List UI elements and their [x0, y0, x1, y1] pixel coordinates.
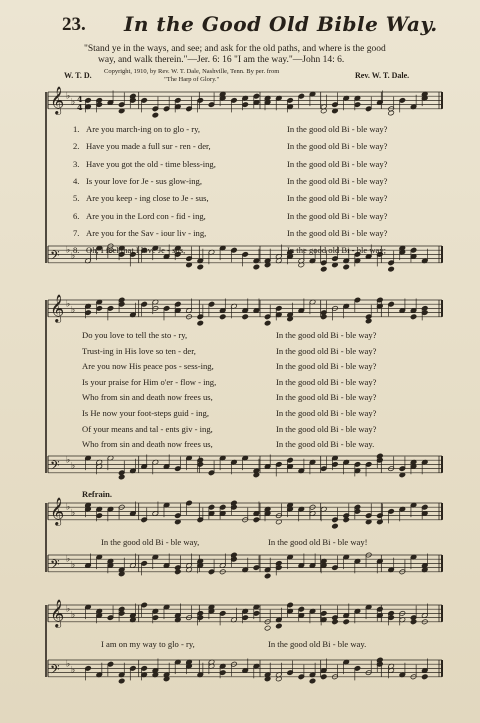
note-head [197, 264, 204, 270]
note-head [388, 110, 395, 116]
verse-lyric-line: In the good old Bi - ble way? [287, 158, 388, 169]
verse-number: 4. [73, 175, 80, 186]
refrain-lyric-line: In the good old Bi - ble way. [268, 639, 367, 649]
verse-number: 6. [73, 210, 80, 221]
verse-lyric-line: Do you love to tell the sto - ry, [82, 330, 188, 340]
note-head [118, 678, 125, 684]
flat-sign: ♭ [71, 251, 76, 262]
time-signature: 4 [77, 94, 83, 104]
verse-number: 5. [73, 193, 80, 204]
note-head [320, 266, 327, 272]
lyricist-credit: W. T. D. [64, 71, 92, 80]
flat-sign: ♭ [71, 461, 76, 472]
note-head [388, 266, 395, 272]
verse-number: 3. [73, 158, 80, 169]
note-head [264, 625, 271, 631]
treble-clef: 𝄞 [50, 598, 65, 627]
refrain-lyric-line: In the good old Bi - ble way, [101, 537, 200, 547]
flat-sign: ♭ [71, 508, 76, 519]
verse-lyric-line: Are you in the Lord con - fid - ing, [86, 210, 206, 221]
hymn-title: In the Good Old Bible Way. [124, 12, 438, 36]
note-head [264, 320, 271, 326]
note-head [174, 569, 181, 575]
verse-lyric-line: In the good old Bi - ble way? [287, 124, 388, 134]
note-head [276, 623, 283, 629]
treble-clef: 𝄞 [50, 496, 65, 525]
note-head [332, 523, 339, 529]
note-head [309, 678, 316, 684]
verse-number: 2. [73, 141, 80, 152]
hymn-number: 23. [62, 14, 86, 35]
note-head [219, 314, 226, 320]
note-head [253, 517, 260, 523]
note-head [410, 314, 417, 320]
verse-lyric-line: Are you march-ing on to glo - ry, [86, 124, 200, 134]
verse-lyric-line: In the good old Bi - ble way; [287, 245, 387, 256]
note-head [242, 314, 249, 320]
flat-sign: ♭ [71, 560, 76, 571]
flat-sign: ♭ [66, 455, 71, 466]
scripture-line: way, and walk therein."—Jer. 6: 16 "I am the way."—John 14: 6. [98, 55, 345, 65]
note-head [421, 674, 428, 680]
note-head [343, 619, 350, 625]
verse-lyric-line: In the good old Bi - ble way? [276, 345, 377, 356]
verse-number: 8. [73, 245, 80, 256]
verse-lyric-line: Is your praise for Him o'er - flow - ing, [82, 376, 217, 387]
verse-lyric-line: Who from sin and death now frees us, [82, 439, 213, 450]
verse-lyric-line: Who from sin and death now frees us, [82, 392, 213, 403]
flat-sign: ♭ [66, 502, 71, 513]
verse-lyric-line: Is He now your foot-steps guid - ing, [82, 408, 209, 418]
flat-sign: ♭ [66, 554, 71, 565]
refrain-lyric-line: I am on my way to glo - ry, [101, 639, 195, 649]
note-head [253, 264, 260, 270]
flat-sign: ♭ [66, 91, 71, 102]
verse-lyric-line: Are you now His peace pos - sess-ing, [82, 361, 214, 372]
flat-sign: ♭ [71, 665, 76, 676]
verse-lyric-line: In the good old Bi - ble way? [276, 376, 377, 387]
flat-sign: ♭ [71, 610, 76, 621]
bass-clef: 𝄢 [50, 556, 60, 575]
note-head [343, 517, 350, 523]
refrain-lyric-line: In the good old Bi - ble way! [268, 537, 368, 547]
note-head [343, 264, 350, 270]
verse-lyric-line: Have you made a full sur - ren - der, [86, 141, 211, 152]
verse-lyric-line: In the good old Bi - ble way? [276, 330, 377, 340]
note-head [410, 619, 417, 625]
verse-lyric-line: Of your means and tal - ents giv - ing, [82, 423, 213, 434]
verse-lyric-line: Are you keep - ing close to Je - sus, [86, 193, 209, 204]
treble-clef: 𝄞 [50, 293, 65, 322]
note-head [332, 619, 339, 625]
scripture-line: "Stand ye in the ways, and see; and ask for the old paths, and where is the good [84, 44, 386, 54]
refrain-label: Refrain. [82, 489, 112, 499]
note-head [152, 112, 159, 118]
verse-number: 7. [73, 227, 80, 238]
verse-lyric-line: In the good old Bi - ble way? [287, 227, 388, 238]
note-head [118, 474, 125, 480]
copyright-line: "The Harp of Glory." [164, 75, 220, 83]
time-signature: 4 [77, 102, 83, 112]
verse-lyric-line: In the good old Bi - ble way? [276, 361, 377, 372]
bass-clef: 𝄢 [50, 247, 60, 266]
flat-sign: ♭ [71, 305, 76, 316]
bass-clef: 𝄢 [50, 457, 60, 476]
flat-sign: ♭ [66, 299, 71, 310]
verse-lyric-line: Have you got the old - time bless-ing, [86, 158, 216, 169]
verse-lyric-line: In the good old Bi - ble way? [287, 193, 388, 204]
verse-lyric-line: In the good old Bi - ble way. [276, 439, 375, 450]
note-head [320, 674, 327, 680]
verse-lyric-line: Trust-ing in His love so ten - der, [82, 345, 196, 356]
verse-lyric-line: Oh, I feel that I love Je - sus, [86, 245, 186, 256]
treble-clef: 𝄞 [50, 85, 65, 114]
verse-lyric-line: Is your love for Je - sus glow-ing, [86, 175, 202, 186]
verse-lyric-line: In the good old Bi - ble way? [276, 408, 377, 418]
composer-credit: Rev. W. T. Dale. [355, 71, 410, 80]
flat-sign: ♭ [66, 604, 71, 615]
note-head [365, 318, 372, 324]
note-head [197, 320, 204, 326]
note-head [320, 314, 327, 320]
bass-clef: 𝄢 [50, 661, 60, 680]
flat-sign: ♭ [71, 97, 76, 108]
verse-lyric-line: In the good old Bi - ble way? [276, 423, 377, 434]
flat-sign: ♭ [66, 245, 71, 256]
verse-lyric-line: In the good old Bi - ble way? [287, 175, 388, 186]
copyright-line: Copyright, 1910, by Rev. W. T. Dale, Nashville, Tenn. By per. from [104, 68, 280, 75]
verse-lyric-line: Are you for the Sav - iour liv - ing, [86, 227, 207, 238]
verse-lyric-line: In the good old Bi - ble way? [287, 141, 388, 152]
flat-sign: ♭ [66, 659, 71, 670]
verse-number: 1. [73, 124, 80, 134]
note-head [264, 573, 271, 579]
verse-lyric-line: In the good old Bi - ble way? [287, 210, 388, 221]
verse-lyric-line: In the good old Bi - ble way? [276, 392, 377, 403]
